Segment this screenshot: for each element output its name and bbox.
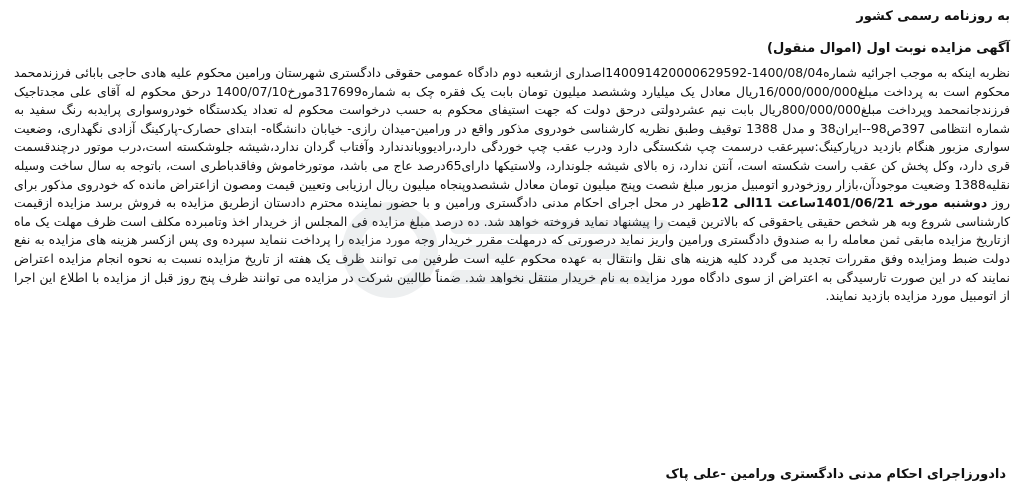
newspaper-line: به روزنامه رسمی کشور (856, 9, 1010, 24)
notice-body (14, 64, 1010, 306)
auction-date: دوشنبه مورخه 1401/06/21ساعت 11الی 12 (711, 195, 988, 211)
notice-body-part-2: ظهر در محل اجرای احکام مدنی دادگستری ورامین و با حضور نماینده محترم دادستان ازطریق مزایده به فروش برسد مزایده ازقیمت کارشناسی شروع وبه هر شخص حقیقی یاحقوقی که بالاترین قیمت را پیشنهاد نماید فروخته خواهد شد. ده درصد مبلغ مزایده فی المجلس از خریدار اخذ وتامبرده مکلف است ظرف مهلت یک ماه ازتاریخ مزایده مابقی ثمن معامله را به صندوق دادگستری ورامین واریز نماید درصورتی که درمهلت مقرر خریدار وجه مورد مزایده را پرداخت ننماید سپرده وی پس ازکسر هزینه های مزایده به نفع دولت ضبط ومزایده وفق مقررات تجدید می گردد کلیه هزینه های نقل وانتقال به عهده محکوم علیه است طرفین می توانند ظرف یک هفته از تاریخ مزایده نسبت به نحوه انجام مزایده اعتراض نمایند که در این صورت تارسیدگی به اعتراض از سوی دادگاه مورد مزایده به نام خریدار منتقل نخواهد شد. ضمناً طالبین شرکت در مزایده می توانند ظرف پنج روز قبل از مزایده با اطلاع این اجرا از اتومبیل مورد مزایده بازدید نمایند. (14, 195, 1010, 304)
notice-title: آگهی مزایده نوبت اول (اموال منقول) (767, 41, 1010, 56)
notice-body-part-1: نظربه اینکه به موجب اجرائیه شماره1400/08/04-140091420000629592اصداری ازشعبه دوم دادگاه عمومی حقوقی دادگستری شهرستان ورامین محکوم علیه هادی حاجی بابائی فرزندمحمد محکوم است به پرداخت مبلغ16/000/000/000ریال معادل یک میلیارد وششصد میلیون تومان بابت یک فقره چک به شماره317699مورخ1400/07/10 درحق محکوم له آقای علی مجدتاجیک فرزندجانمحمد وپرداخت مبلغ800/000/000ریال بابت نیم عشردولتی درحق دولت که جهت استیفای محکوم به حسب درخواست محکوم له تعداد یکدستگاه خودروسواری پرایدبه رنگ سفید به شماره انتظامی 397ص98--ایران38 و مدل 1388 توقیف وطبق نظریه کارشناسی خودروی مذکور واقع در ورامین-میدان رازی- خیابان دانشگاه- ابتدای حصارک-پارکینگ آزادی نگهداری، وضعیت سواری مزبور هنگام بازدید درپارکینگ:سپرعقب درسمت چپ شکستگی دارد ودرب عقب چپ خوردگی دارد،رادیووباندندارد وآفتاب گردان ندارد،شیشه جلوشکسته است،درب موتور درچندقسمت قری دارد، وکل پخش کن عقب راست شکسته است، آنتن ندارد، زه بالای شیشه جلوندارد، ولاستیکها دارای65درصد عاج می باشد، موتورخاموش وفاقدباطری است، باتوجه به سال ساخت وسیله نقلیه1388 وضعیت موجودآن،بازار روزخودرو اتومبیل مزبور مبلغ شصت وپنج میلیون تومان معادل ششصدوپنجاه میلیون ریال ارزیابی وتعیین قیمت ومصون ازاعتراض مانده که خودروی مذکور برای روز (14, 65, 1010, 211)
signature: دادورزاجرای احکام مدنی دادگستری ورامین -علی پاک (665, 467, 1006, 482)
